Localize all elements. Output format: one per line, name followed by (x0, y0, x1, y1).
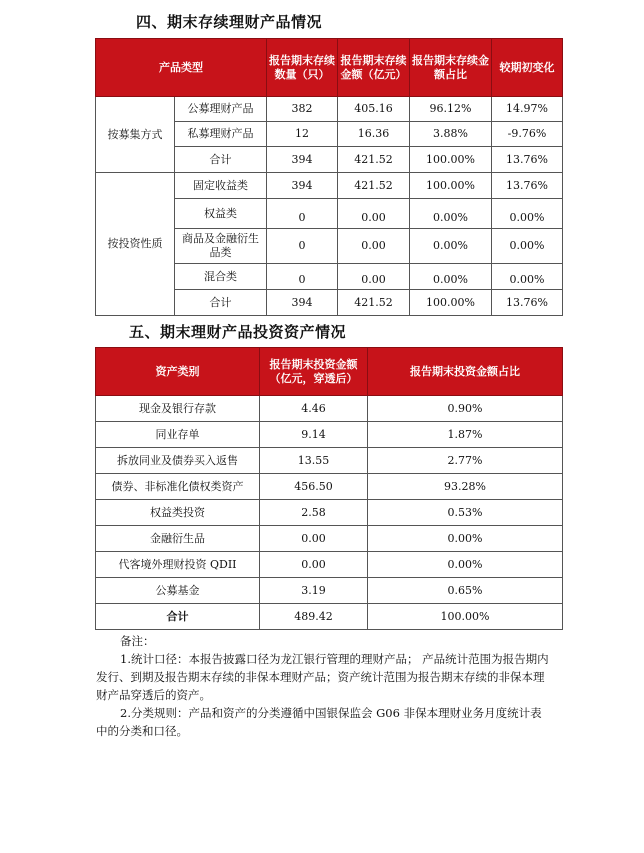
row-amount: 421.52 (338, 173, 410, 199)
row-ratio: 100.00% (410, 290, 492, 316)
row-count: 382 (267, 97, 338, 122)
table-row (96, 578, 563, 604)
header-invest-ratio: 报告期末投资金额占比 (368, 348, 563, 396)
asset-ratio: 0.00% (368, 552, 563, 578)
table-row (96, 604, 563, 630)
asset-amount: 0.00 (260, 526, 368, 552)
row-change: 13.76% (492, 173, 563, 199)
row-name: 合计 (175, 147, 267, 173)
asset-amount: 456.50 (260, 474, 368, 500)
table-row (96, 396, 563, 422)
asset-name: 同业存单 (96, 422, 260, 448)
row-name: 私募理财产品 (175, 122, 267, 147)
asset-ratio: 93.28% (368, 474, 563, 500)
row-name: 混合类 (175, 264, 267, 290)
header-change: 较期初变化 (492, 39, 563, 97)
header-product-type: 产品类型 (96, 39, 267, 97)
row-count: 394 (267, 147, 338, 173)
asset-name: 债券、非标准化债权类资产 (96, 474, 260, 500)
asset-name: 拆放同业及债券买入返售 (96, 448, 260, 474)
asset-name: 权益类投资 (96, 500, 260, 526)
row-count: 0 (267, 264, 338, 290)
row-ratio: 96.12% (410, 97, 492, 122)
asset-amount: 2.58 (260, 500, 368, 526)
asset-amount: 489.42 (260, 604, 368, 630)
asset-name: 代客境外理财投资 QDII (96, 552, 260, 578)
row-ratio: 3.88% (410, 122, 492, 147)
asset-ratio: 2.77% (368, 448, 563, 474)
asset-amount: 9.14 (260, 422, 368, 448)
row-ratio: 0.00% (410, 264, 492, 290)
row-name: 权益类 (175, 199, 267, 229)
asset-amount: 4.46 (260, 396, 368, 422)
row-ratio: 0.00% (410, 229, 492, 264)
table-row (96, 474, 563, 500)
row-amount: 0.00 (338, 264, 410, 290)
row-amount: 405.16 (338, 97, 410, 122)
asset-ratio: 1.87% (368, 422, 563, 448)
row-name: 公募理财产品 (175, 97, 267, 122)
row-change: 0.00% (492, 229, 563, 264)
asset-ratio: 100.00% (368, 604, 563, 630)
row-name: 固定收益类 (175, 173, 267, 199)
section4-title: 四、期末存续理财产品情况 (136, 13, 323, 31)
row-count: 0 (267, 199, 338, 229)
row-amount: 0.00 (338, 229, 410, 264)
row-name: 商品及金融衍生品类 (175, 229, 267, 264)
header-ratio: 报告期末存续金额占比 (410, 39, 492, 97)
asset-name: 合计 (96, 604, 260, 630)
row-count: 394 (267, 290, 338, 316)
row-amount: 421.52 (338, 290, 410, 316)
table-row (96, 173, 563, 199)
notes (96, 632, 550, 740)
header-count: 报告期末存续数量（只） (267, 39, 338, 97)
asset-name: 现金及银行存款 (96, 396, 260, 422)
table-row (96, 422, 563, 448)
table-row (96, 552, 563, 578)
section5-title: 五、期末理财产品投资资产情况 (129, 323, 347, 341)
row-change: 0.00% (492, 264, 563, 290)
table-row (96, 97, 563, 122)
row-change: 13.76% (492, 147, 563, 173)
notes-item-2: 2.分类规则：产品和资产的分类遵循中国银保监会 G06 非保本理财业务月度统计表中的分类和口径。 (96, 706, 542, 738)
group-label-raising: 按募集方式 (96, 97, 175, 173)
row-name: 合计 (175, 290, 267, 316)
notes-item-1: 1.统计口径：本报告披露口径为龙江银行管理的理财产品； 产品统计范围为报告期内发行、到期及报告期末存续的非保本理财产品；资产统计范围为报告期末存续的非保本理财产品穿透后的资产。 (96, 652, 549, 702)
row-ratio: 0.00% (410, 199, 492, 229)
row-change: 0.00% (492, 199, 563, 229)
row-change: -9.76% (492, 122, 563, 147)
asset-name: 公募基金 (96, 578, 260, 604)
row-ratio: 100.00% (410, 147, 492, 173)
row-amount: 421.52 (338, 147, 410, 173)
row-ratio: 100.00% (410, 173, 492, 199)
row-count: 394 (267, 173, 338, 199)
table-row (96, 500, 563, 526)
asset-ratio: 0.90% (368, 396, 563, 422)
notes-heading: 备注： (120, 634, 155, 648)
asset-amount: 13.55 (260, 448, 368, 474)
asset-amount: 0.00 (260, 552, 368, 578)
group-label-nature: 按投资性质 (96, 173, 175, 316)
row-count: 12 (267, 122, 338, 147)
header-amount: 报告期末存续金额（亿元） (338, 39, 410, 97)
product-table (95, 38, 563, 316)
header-asset-type: 资产类别 (96, 348, 260, 396)
row-change: 14.97% (492, 97, 563, 122)
asset-ratio: 0.65% (368, 578, 563, 604)
asset-name: 金融衍生品 (96, 526, 260, 552)
table-row (96, 448, 563, 474)
header-invest-amount: 报告期末投资金额（亿元，穿透后） (260, 348, 368, 396)
table-row (96, 526, 563, 552)
row-amount: 0.00 (338, 199, 410, 229)
asset-ratio: 0.00% (368, 526, 563, 552)
asset-amount: 3.19 (260, 578, 368, 604)
row-amount: 16.36 (338, 122, 410, 147)
row-change: 13.76% (492, 290, 563, 316)
asset-table (95, 347, 563, 630)
asset-ratio: 0.53% (368, 500, 563, 526)
row-count: 0 (267, 229, 338, 264)
